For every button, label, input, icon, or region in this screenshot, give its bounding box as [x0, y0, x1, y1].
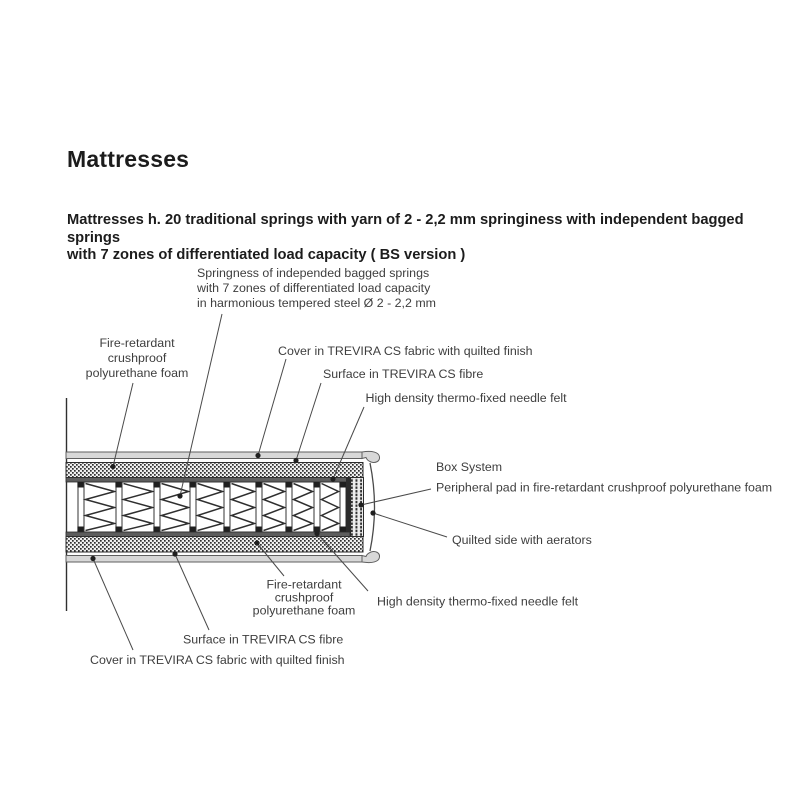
cover-bottom-layer: [66, 556, 362, 563]
spring-separator: [314, 482, 320, 532]
label-box-system: Box System: [436, 460, 503, 474]
label-foam-bottom: crushproof: [274, 590, 334, 605]
label-springs: in harmonious tempered steel Ø 2 - 2,2 mm: [197, 296, 436, 310]
cover-top-curl: [362, 451, 380, 462]
label-foam-bottom: Fire-retardant: [266, 577, 342, 592]
foam-bottom-layer: [66, 537, 363, 553]
spring-separator: [116, 482, 122, 532]
label-springs: with 7 zones of differentiated load capacity: [197, 281, 431, 295]
cover-bottom-curl: [362, 552, 380, 563]
label-foam-top: crushproof: [107, 351, 167, 365]
label-box-system: Peripheral pad in fire-retardant crushproof polyurethane foam: [436, 480, 773, 495]
spring-separator: [256, 482, 262, 532]
spring-frame-right: [346, 478, 351, 537]
leader-cover-top: [255, 359, 286, 458]
spring-separator-cap: [339, 527, 346, 533]
cover-top-layer: [66, 452, 362, 459]
spring-separator: [224, 482, 230, 532]
spring-zones: [77, 482, 346, 532]
leader-cover-bottom: [90, 556, 133, 650]
quilted-side-curve: [370, 463, 375, 551]
label-springs: Springness of independed bagged springs: [197, 266, 430, 280]
label-foam-bottom: polyurethane foam: [252, 603, 356, 618]
leader-surface-top: [293, 383, 321, 463]
label-foam-top: Fire-retardant: [99, 336, 175, 350]
spring-separator: [286, 482, 292, 532]
felt-bottom-layer: [66, 532, 350, 537]
felt-top-layer: [66, 478, 350, 483]
label-surface-top: Surface in TREVIRA CS fibre: [323, 367, 484, 381]
spring-separator: [154, 482, 160, 532]
label-felt-bottom: High density thermo-fixed needle felt: [377, 594, 579, 609]
spring-separator: [78, 482, 84, 532]
page-title: Mattresses: [67, 146, 190, 172]
label-felt-top: High density thermo-fixed needle felt: [365, 391, 567, 405]
label-quilted-side: Quilted side with aerators: [452, 533, 592, 547]
label-foam-top: polyurethane foam: [85, 366, 189, 380]
leader-box-system: [358, 489, 431, 508]
spring-separator: [190, 482, 196, 532]
spring-separator-cap: [339, 482, 346, 488]
label-cover-bottom: Cover in TREVIRA CS fabric with quilted finish: [90, 653, 345, 667]
leader-surface-bottom: [172, 551, 209, 630]
leader-quilted-side: [370, 510, 447, 537]
label-cover-top: Cover in TREVIRA CS fabric with quilted finish: [278, 344, 533, 358]
intro-line-1: Mattresses h. 20 traditional springs with yarn of 2 - 2,2 mm springiness with independent bagged springs: [67, 212, 744, 246]
label-surface-bottom: Surface in TREVIRA CS fibre: [183, 632, 344, 647]
spring-separator: [340, 482, 346, 532]
intro-line-2: with 7 zones of differentiated load capacity ( BS version ): [67, 247, 466, 263]
foam-top-layer: [66, 463, 363, 478]
